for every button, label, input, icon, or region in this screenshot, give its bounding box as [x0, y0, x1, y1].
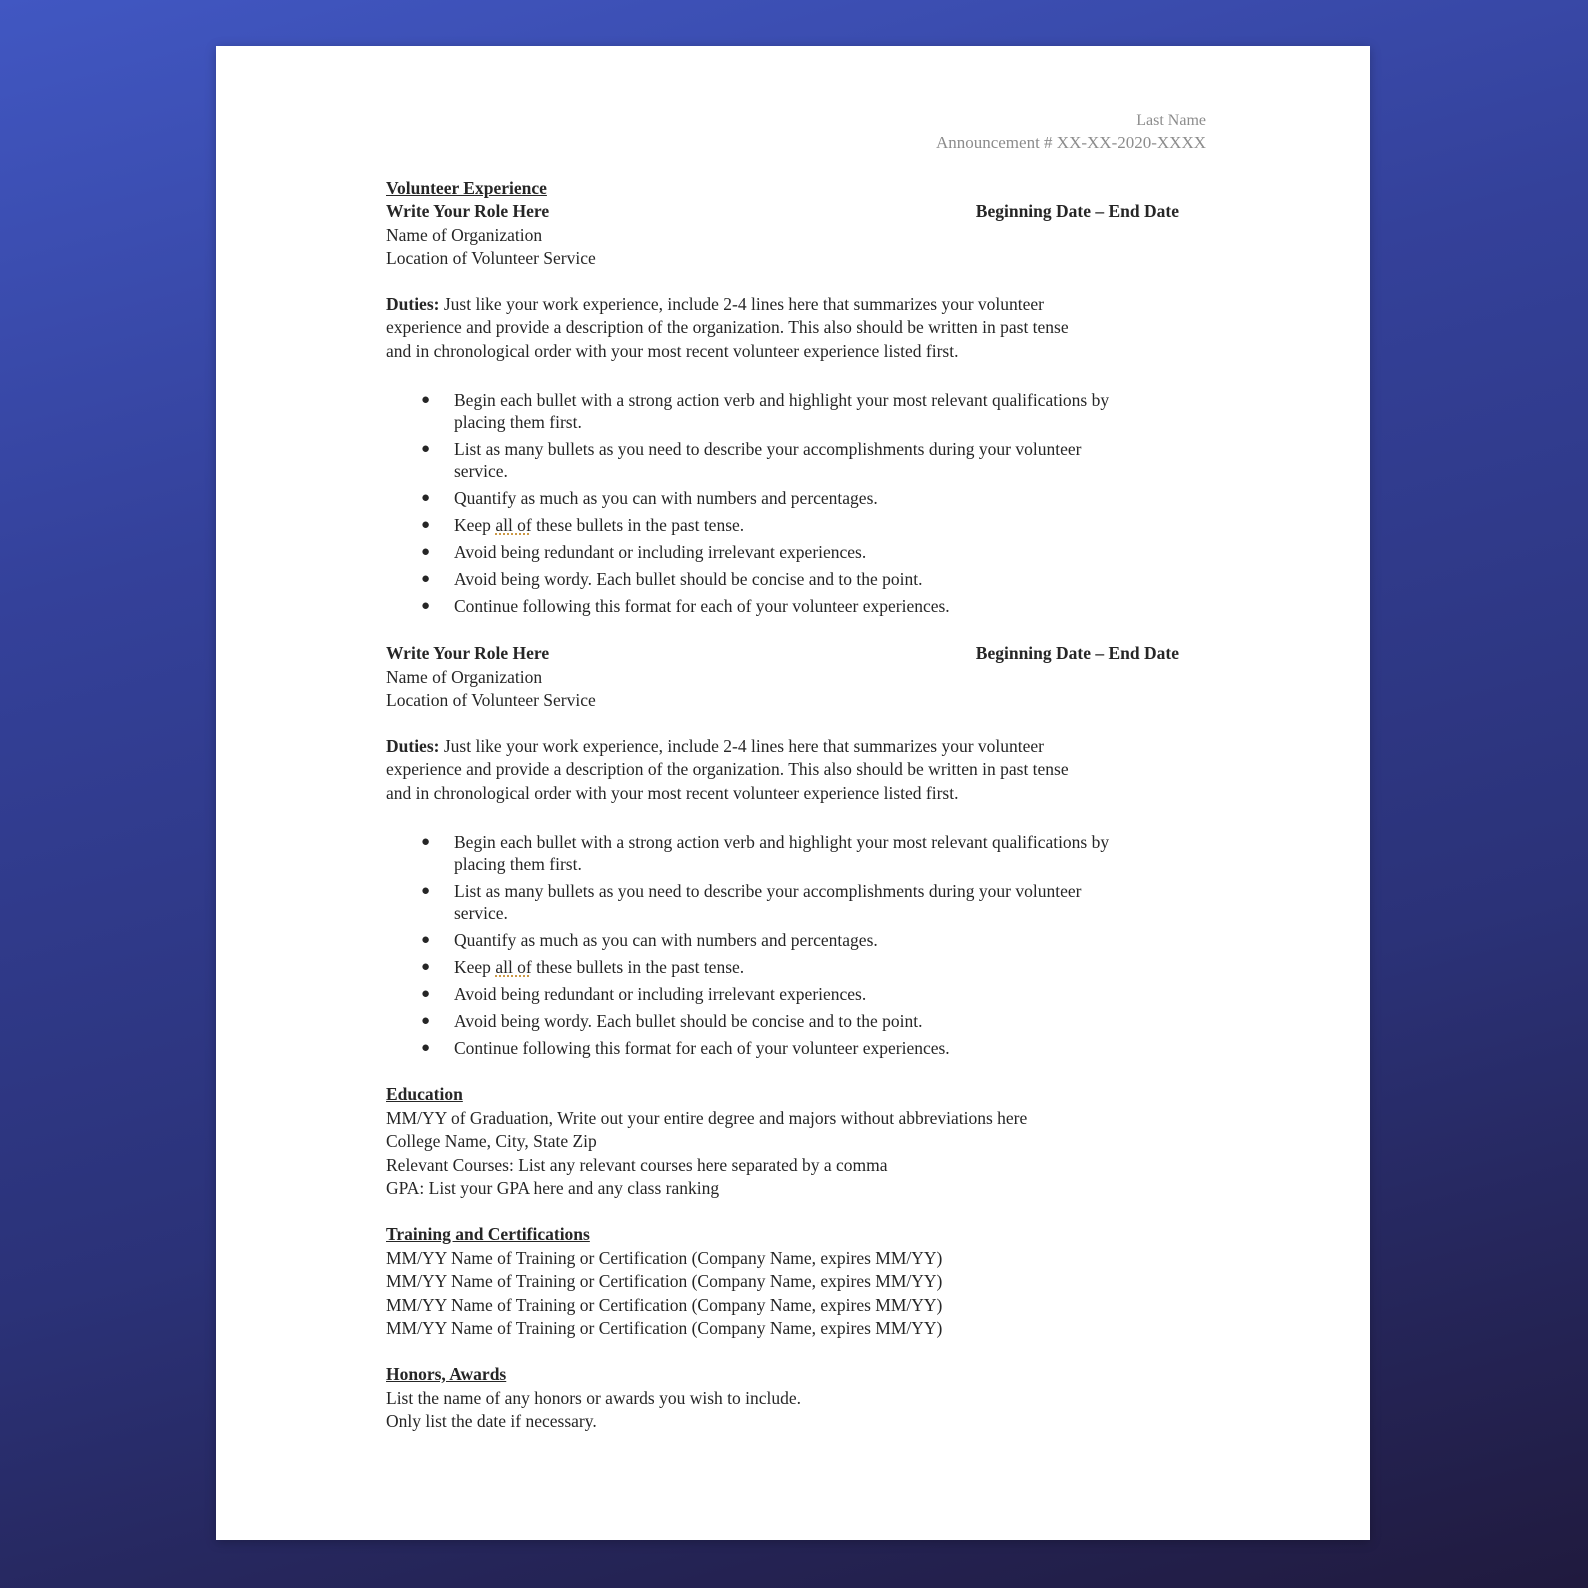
duties-line: and in chronological order with your most recent volunteer experience listed first. — [386, 340, 959, 361]
duties-paragraph — [386, 735, 1206, 806]
spellcheck-flag: all of — [495, 515, 532, 535]
education-line: MM/YY of Graduation, Write out your entire degree and majors without abbreviations here — [386, 1107, 1028, 1128]
header-announcement: Announcement # XX-XX-2020-XXXX — [935, 133, 1206, 152]
training-line: MM/YY Name of Training or Certification (Company Name, expires MM/YY) — [386, 1271, 943, 1291]
education-line: GPA: List your GPA here and any class ranking — [386, 1178, 720, 1198]
duties-paragraph — [386, 293, 1206, 364]
role-title: Write Your Role Here — [386, 201, 550, 221]
role-dates: Beginning Date – End Date — [975, 643, 1179, 663]
list-item: ● List as many bullets as you need to describe your accomplishments during your volunteer service. — [421, 439, 1082, 481]
document-page — [216, 46, 1370, 1540]
training-line: MM/YY Name of Training or Certification (Company Name, expires MM/YY) — [386, 1247, 943, 1268]
header-last-name: Last Name — [1136, 112, 1206, 129]
duties-line: and in chronological order with your most recent volunteer experience listed first. — [386, 782, 959, 803]
list-item: ● Continue following this format for each of your volunteer experiences. — [421, 1038, 950, 1058]
duties-label: Duties: — [386, 293, 440, 314]
duties-label: Duties: — [386, 735, 440, 756]
spellcheck-flag: all of — [495, 957, 532, 977]
organization-name: Name of Organization — [386, 666, 543, 687]
role-dates: Beginning Date – End Date — [975, 201, 1179, 221]
list-item: ● Keep all of these bullets in the past tense. — [421, 957, 745, 977]
page-header — [386, 110, 1206, 154]
volunteer-entry — [386, 642, 1206, 1059]
list-item: ● Avoid being wordy. Each bullet should be concise and to the point. — [421, 1011, 923, 1031]
duties-line: experience and provide a description of the organization. This also should be written in past tense — [386, 759, 1069, 779]
volunteer-section-title: Volunteer Experience — [386, 178, 547, 198]
training-section-title: Training and Certifications — [386, 1224, 590, 1244]
list-item: ● Avoid being wordy. Each bullet should be concise and to the point. — [421, 569, 923, 589]
honors-section-title: Honors, Awards — [386, 1364, 507, 1384]
training-line: MM/YY Name of Training or Certification (Company Name, expires MM/YY) — [386, 1294, 943, 1315]
list-item: ● Quantify as much as you can with numbers and percentages. — [421, 488, 878, 508]
role-row — [386, 200, 1179, 224]
bullet-list — [386, 831, 1206, 1059]
education-section-title: Education — [386, 1084, 463, 1104]
training-section — [386, 1223, 1206, 1341]
duties-line: experience and provide a description of the organization. This also should be written in past tense — [386, 317, 1069, 337]
list-item: ● Quantify as much as you can with numbers and percentages. — [421, 930, 878, 950]
list-item: ● Avoid being redundant or including irrelevant experiences. — [421, 542, 867, 562]
role-title: Write Your Role Here — [386, 643, 550, 663]
education-line: College Name, City, State Zip — [386, 1131, 597, 1151]
list-item: ● List as many bullets as you need to describe your accomplishments during your volunteer service. — [421, 881, 1082, 923]
role-row — [386, 642, 1179, 666]
training-line: MM/YY Name of Training or Certification (Company Name, expires MM/YY) — [386, 1318, 943, 1338]
organization-location: Location of Volunteer Service — [386, 248, 596, 268]
list-item: ● Begin each bullet with a strong action verb and highlight your most relevant qualifications by placing them first. — [421, 832, 1110, 874]
list-item: ● Continue following this format for each of your volunteer experiences. — [421, 596, 950, 616]
honors-section — [386, 1363, 1206, 1434]
education-section — [386, 1083, 1206, 1201]
organization-location: Location of Volunteer Service — [386, 690, 596, 710]
honors-line: Only list the date if necessary. — [386, 1411, 597, 1431]
list-item: ● Avoid being redundant or including irrelevant experiences. — [421, 984, 867, 1004]
duties-line: Just like your work experience, include 2-4 lines here that summarizes your volunteer — [443, 735, 1045, 756]
education-line: Relevant Courses: List any relevant courses here separated by a comma — [386, 1154, 888, 1175]
volunteer-entry — [386, 200, 1206, 617]
bullet-list — [386, 389, 1206, 617]
organization-name: Name of Organization — [386, 224, 543, 245]
honors-line: List the name of any honors or awards you wish to include. — [386, 1387, 802, 1408]
list-item: ● Begin each bullet with a strong action verb and highlight your most relevant qualifications by placing them first. — [421, 390, 1110, 432]
list-item: ● Keep all of these bullets in the past tense. — [421, 515, 745, 535]
duties-line: Just like your work experience, include 2-4 lines here that summarizes your volunteer — [443, 293, 1045, 314]
